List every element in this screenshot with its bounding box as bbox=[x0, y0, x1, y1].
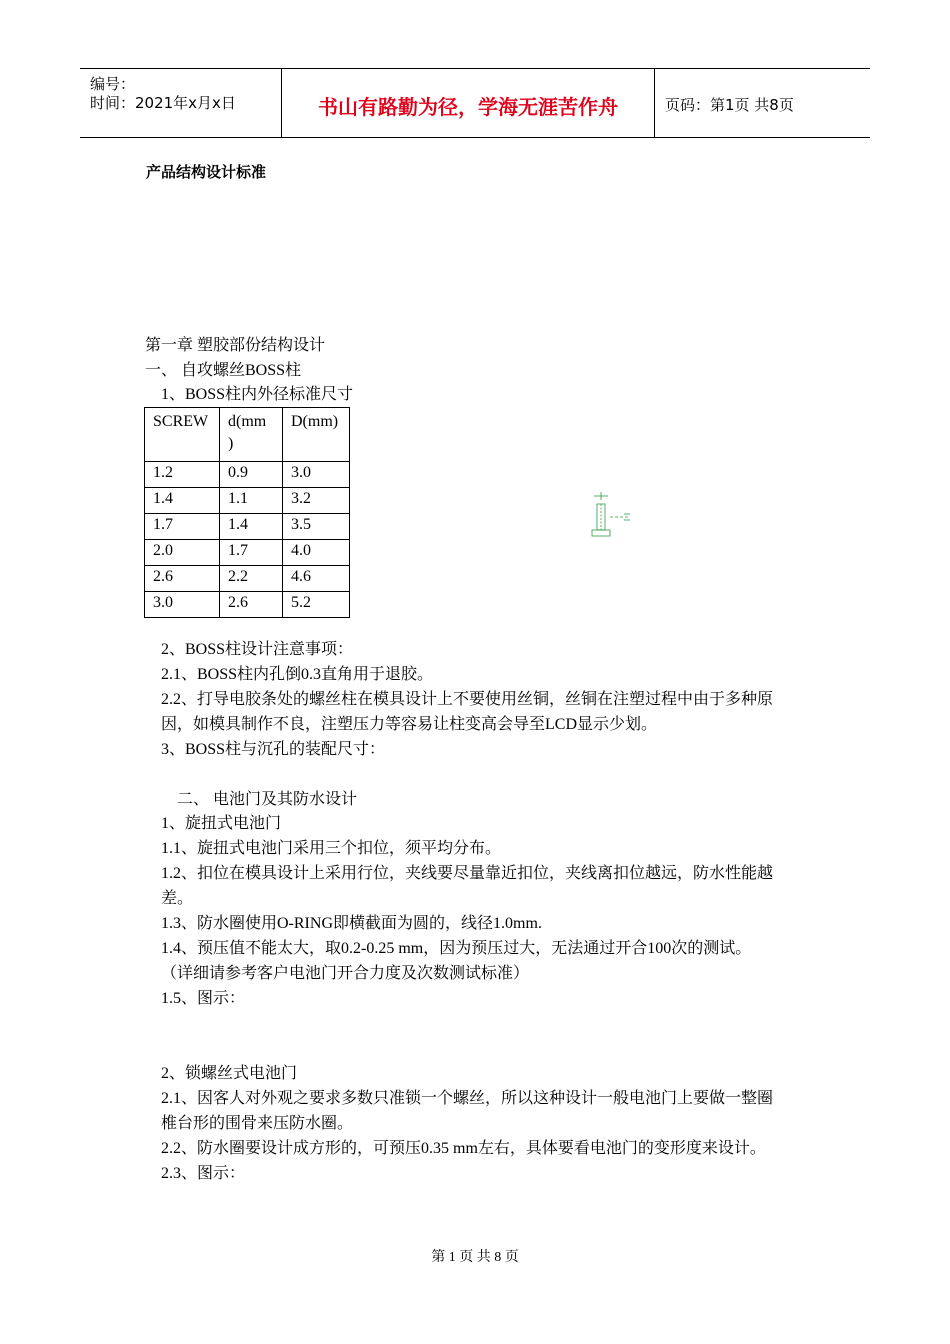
table-cell: 4.0 bbox=[283, 540, 350, 566]
section2-heading: 二、 电池门及其防水设计 bbox=[177, 791, 358, 808]
table-cell: 4.6 bbox=[283, 566, 350, 592]
table-header-cell: SCREW bbox=[145, 408, 220, 462]
table-row bbox=[145, 566, 350, 592]
table-header-cell: D(mm) bbox=[283, 408, 350, 462]
table-cell: 3.5 bbox=[283, 514, 350, 540]
document-title: 产品结构设计标准 bbox=[146, 163, 267, 181]
text-line: 2、锁螺丝式电池门 bbox=[161, 1065, 298, 1082]
text-line: 2.3、图示： bbox=[161, 1165, 246, 1182]
table-cell: 2.6 bbox=[220, 592, 283, 618]
text-line: 1.2、扣位在模具设计上采用行位，夹线要尽量靠近扣位，夹线离扣位越远，防水性能越 bbox=[161, 865, 774, 882]
table-cell: 0.9 bbox=[220, 462, 283, 488]
table-cell: 1.4 bbox=[145, 488, 220, 514]
text-line: （详细请参考客户电池门开合力度及次数测试标准） bbox=[161, 965, 530, 982]
page-footer: 第 1 页 共 8 页 bbox=[431, 1250, 519, 1265]
table-cell: 1.7 bbox=[220, 540, 283, 566]
table-row bbox=[145, 462, 350, 488]
table-cell: 1.4 bbox=[220, 514, 283, 540]
number-label: 编号： bbox=[90, 75, 136, 93]
header-motto-cell bbox=[281, 69, 655, 137]
table-header-cell: d(mm ) bbox=[220, 408, 283, 462]
time-label: 时间：2021年x月x日 bbox=[90, 94, 236, 112]
text-line: 因，如模具制作不良，注塑压力等容易让柱变高会导至LCD显示少划。 bbox=[161, 716, 658, 733]
header-motto: 书山有路勤为径，学海无涯苦作舟 bbox=[318, 95, 618, 119]
boss-column-drawing bbox=[586, 490, 636, 542]
table-row bbox=[145, 592, 350, 618]
text-line: 1.5、图示： bbox=[161, 990, 246, 1007]
table-row bbox=[145, 540, 350, 566]
text-line: 2、BOSS柱设计注意事项： bbox=[161, 641, 354, 658]
table-cell: 3.0 bbox=[283, 462, 350, 488]
text-line: 1.1、旋扭式电池门采用三个扣位，须平均分布。 bbox=[161, 840, 502, 857]
text-line: 3、BOSS柱与沉孔的装配尺寸： bbox=[161, 741, 386, 758]
table-cell: 5.2 bbox=[283, 592, 350, 618]
text-line: 2.2、防水圈要设计成方形的，可预压0.35 mm左右，具体要看电池门的变形度来设计。 bbox=[161, 1140, 766, 1157]
chapter-title: 第一章 塑胶部份结构设计 bbox=[145, 337, 326, 354]
header-page-cell bbox=[655, 69, 870, 137]
table-cell: 3.0 bbox=[145, 592, 220, 618]
table-cell: 1.2 bbox=[145, 462, 220, 488]
text-line: 椎台形的围骨来压防水圈。 bbox=[161, 1115, 354, 1132]
table-cell: 3.2 bbox=[283, 488, 350, 514]
table-row bbox=[145, 488, 350, 514]
table-cell: 1.1 bbox=[220, 488, 283, 514]
table-cell: 2.0 bbox=[145, 540, 220, 566]
text-line: 2.1、BOSS柱内孔倒0.3直角用于退胶。 bbox=[161, 666, 434, 683]
page-header bbox=[80, 68, 870, 138]
text-line: 差。 bbox=[161, 890, 194, 907]
table-row bbox=[145, 514, 350, 540]
text-line: 2.1、因客人对外观之要求多数只准锁一个螺丝，所以这种设计一般电池门上要做一整圈 bbox=[161, 1090, 774, 1107]
text-line: 1.4、预压值不能太大，取0.2-0.25 mm，因为预压过大，无法通过开合100次的测试。 bbox=[161, 940, 752, 957]
text-line: 1、旋扭式电池门 bbox=[161, 815, 282, 832]
section1-heading: 一、 自攻螺丝BOSS柱 bbox=[145, 362, 302, 379]
text-line: 1.3、防水圈使用O-RING即横截面为圆的，线径1.0mm. bbox=[161, 915, 542, 932]
header-meta bbox=[80, 69, 282, 137]
boss-dimension-table bbox=[144, 407, 350, 618]
text-line: 2.2、打导电胶条处的螺丝柱在模具设计上不要使用丝铜，丝铜在注塑过程中由于多种原 bbox=[161, 691, 774, 708]
table-cell: 2.6 bbox=[145, 566, 220, 592]
section1-subheading: 1、BOSS柱内外径标准尺寸 bbox=[161, 386, 354, 403]
table-cell: 2.2 bbox=[220, 566, 283, 592]
page-label: 页码：第1页 共8页 bbox=[665, 96, 794, 114]
table-header-row bbox=[145, 408, 350, 462]
table-cell: 1.7 bbox=[145, 514, 220, 540]
